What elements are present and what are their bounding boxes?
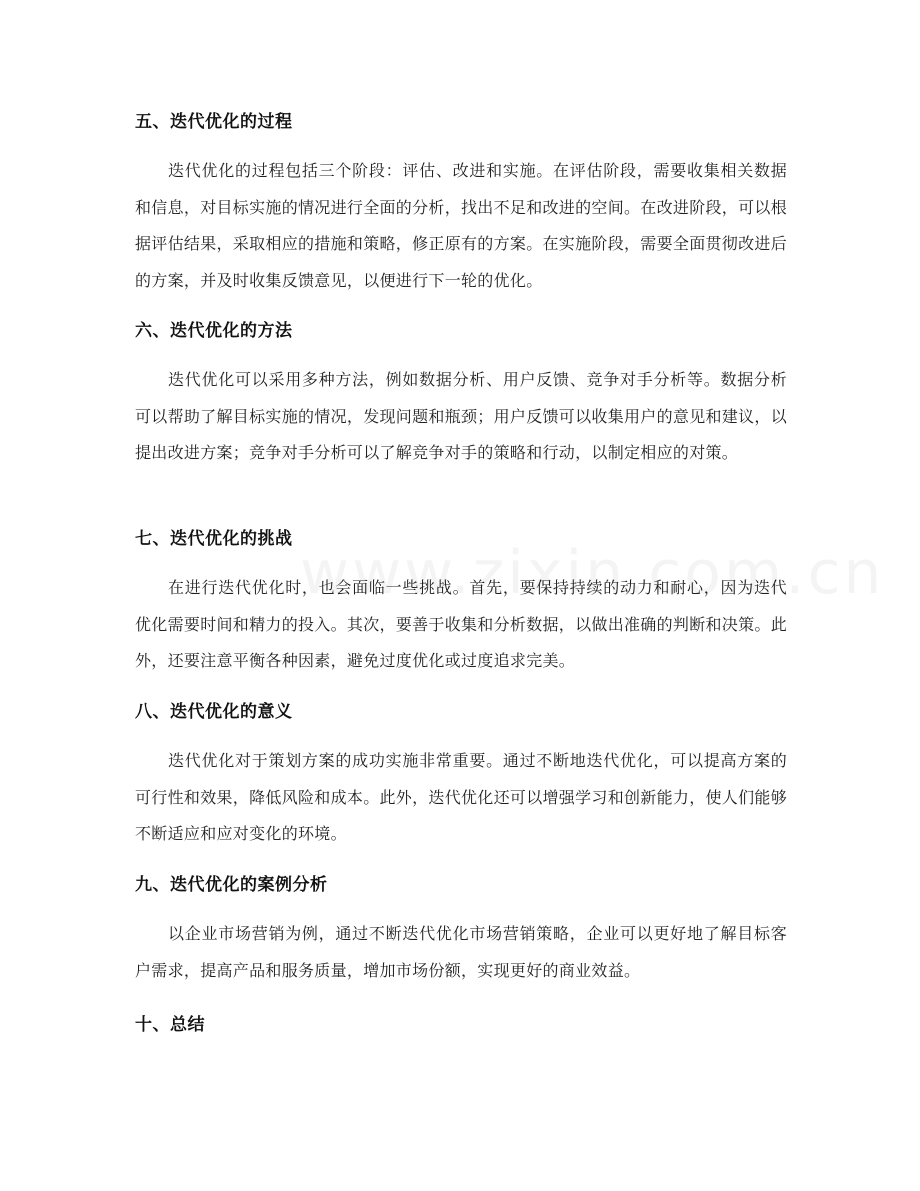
section-heading-10: 十、总结	[135, 1015, 205, 1035]
section-paragraph-7: 在进行迭代优化时，也会面临一些挑战。首先，要保持持续的动力和耐心，因为迭代优化需要时间和精力的投入。其次，要善于收集和分析数据，以做出准确的判断和决策。此外，还要注意平衡各种因素，避免过度优化或过度追求完美。	[135, 578, 788, 670]
section-heading-7: 七、迭代优化的挑战	[135, 529, 293, 549]
section-paragraph-6: 迭代优化可以采用多种方法，例如数据分析、用户反馈、竞争对手分析等。数据分析可以帮助了解目标实施的情况，发现问题和瓶颈；用户反馈可以收集用户的意见和建议，以提出改进方案；竞争对手分析可以了解竞争对手的策略和行动，以制定相应的对策。	[135, 370, 788, 462]
section-paragraph-5: 迭代优化的过程包括三个阶段：评估、改进和实施。在评估阶段，需要收集相关数据和信息，对目标实施的情况进行全面的分析，找出不足和改进的空间。在改进阶段，可以根据评估结果，采取相应的措施和策略，修正原有的方案。在实施阶段，需要全面贯彻改进后的方案，并及时收集反馈意见，以便进行下一轮的优化。	[135, 161, 788, 290]
section-heading-6: 六、迭代优化的方法	[135, 321, 293, 341]
section-paragraph-8: 迭代优化对于策划方案的成功实施非常重要。通过不断地迭代优化，可以提高方案的可行性和效果，降低风险和成本。此外，迭代优化还可以增强学习和创新能力，使人们能够不断适应和应对变化的环境。	[135, 751, 788, 843]
section-heading-8: 八、迭代优化的意义	[135, 702, 293, 722]
section-heading-5: 五、迭代优化的过程	[135, 112, 293, 132]
section-heading-9: 九、迭代优化的案例分析	[135, 875, 328, 895]
section-paragraph-9: 以企业市场营销为例，通过不断迭代优化市场营销策略，企业可以更好地了解目标客户需求，提高产品和服务质量，增加市场份额，实现更好的商业效益。	[135, 924, 787, 980]
